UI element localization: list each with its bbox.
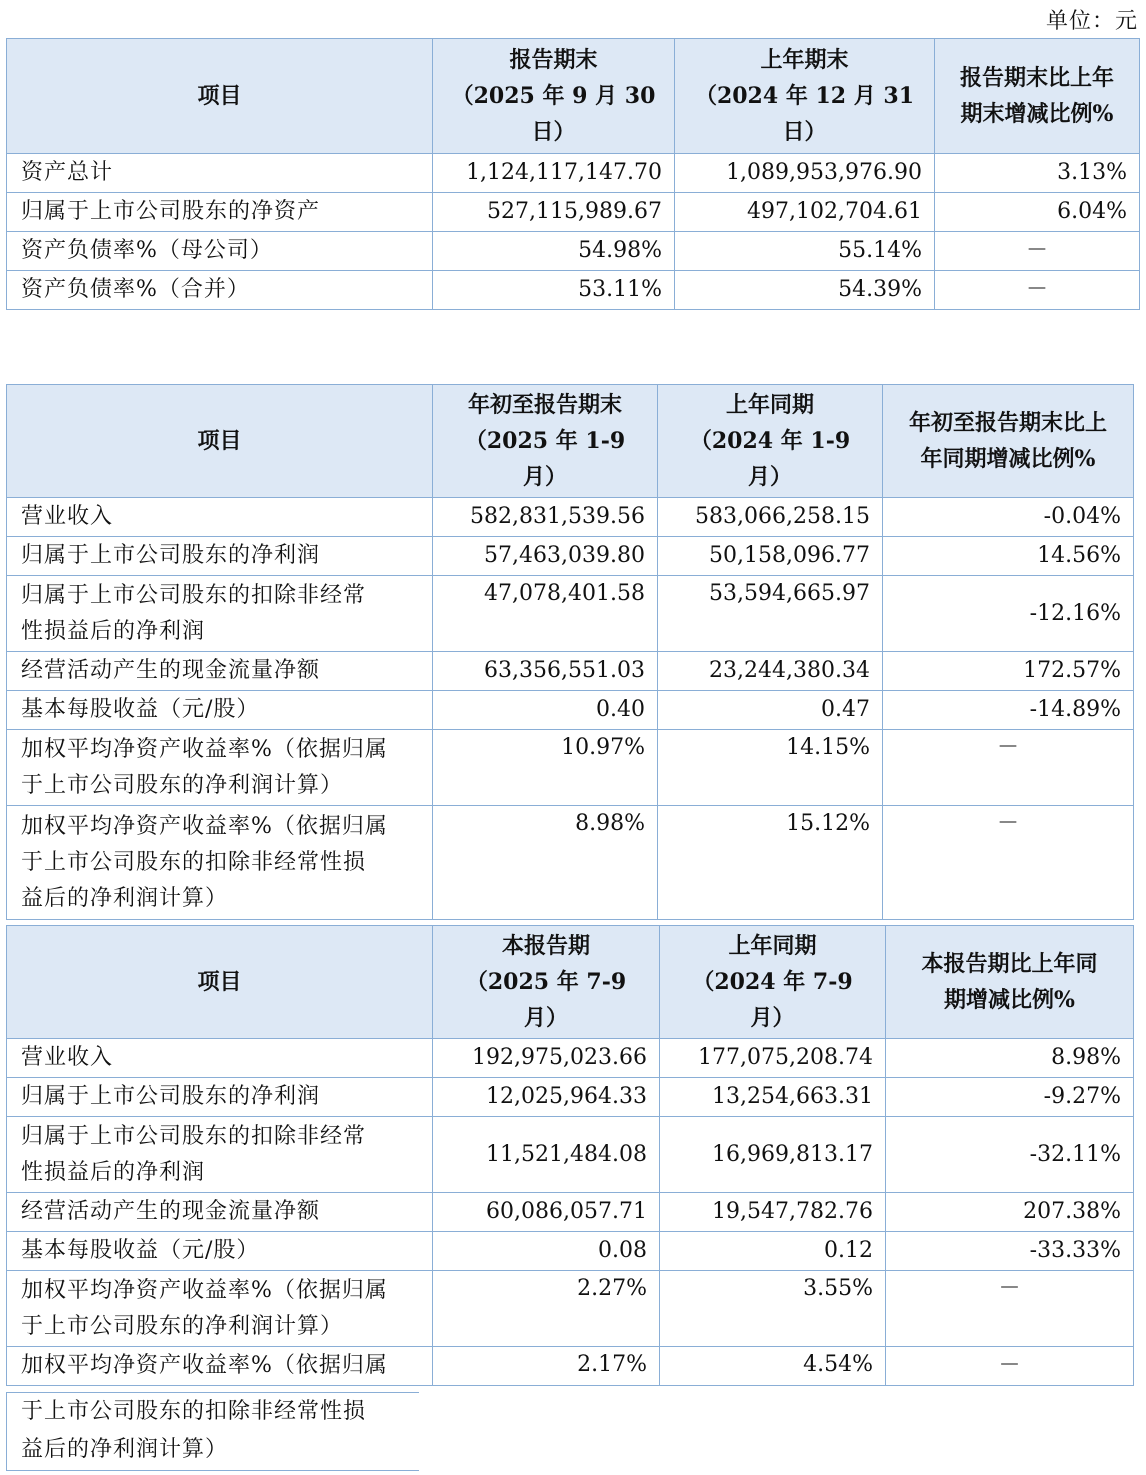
current-value: 0.08 <box>433 1232 660 1271</box>
change-ratio: 172.57% <box>883 652 1134 691</box>
continued-row-label: 于上市公司股东的扣除非经常性损 益后的净利润计算） <box>6 1392 419 1471</box>
change-ratio: -9.27% <box>886 1078 1134 1117</box>
table-row <box>7 537 1134 576</box>
header-item: 项目 <box>7 39 433 154</box>
table-row <box>7 1039 1134 1078</box>
current-value: 8.98% <box>433 806 658 920</box>
header-change-ratio: 本报告期比上年同 期增减比例% <box>886 926 1134 1039</box>
row-label: 经营活动产生的现金流量净额 <box>7 1193 433 1232</box>
prior-value: 54.39% <box>675 271 935 310</box>
header-ytd-prior: 上年同期 （2024 年 1-9 月） <box>658 385 883 498</box>
change-ratio: -33.33% <box>886 1232 1134 1271</box>
balance-sheet-table <box>6 38 1140 310</box>
row-label: 加权平均净资产收益率%（依据归属 于上市公司股东的净利润计算） <box>7 730 433 806</box>
current-value: 582,831,539.56 <box>433 498 658 537</box>
current-value: 192,975,023.66 <box>433 1039 660 1078</box>
row-label: 归属于上市公司股东的净利润 <box>7 1078 433 1117</box>
change-ratio: -32.11% <box>886 1117 1134 1193</box>
change-ratio: － <box>886 1347 1134 1386</box>
row-label: 基本每股收益（元/股） <box>7 691 433 730</box>
header-ytd-current: 年初至报告期末 （2025 年 1-9 月） <box>433 385 658 498</box>
change-ratio: 3.13% <box>935 154 1140 193</box>
change-ratio: -0.04% <box>883 498 1134 537</box>
table-row <box>7 730 1134 806</box>
prior-value: 14.15% <box>658 730 883 806</box>
header-quarter-current: 本报告期 （2025 年 7-9 月） <box>433 926 660 1039</box>
change-ratio: － <box>935 271 1140 310</box>
row-label: 营业收入 <box>7 1039 433 1078</box>
row-label: 资产负债率%（合并） <box>7 271 433 310</box>
prior-value: 0.47 <box>658 691 883 730</box>
header-change-ratio: 报告期末比上年 期末增减比例% <box>935 39 1140 154</box>
header-period-end: 报告期末 （2025 年 9 月 30 日） <box>433 39 675 154</box>
table-row <box>7 154 1140 193</box>
header-quarter-prior: 上年同期 （2024 年 7-9 月） <box>660 926 886 1039</box>
table-row <box>7 1232 1134 1271</box>
row-label: 资产总计 <box>7 154 433 193</box>
table-row <box>7 498 1134 537</box>
row-label: 经营活动产生的现金流量净额 <box>7 652 433 691</box>
current-value: 63,356,551.03 <box>433 652 658 691</box>
quarter-income-table <box>6 925 1134 1386</box>
current-value: 2.27% <box>433 1271 660 1347</box>
current-value: 47,078,401.58 <box>433 576 658 652</box>
current-value: 60,086,057.71 <box>433 1193 660 1232</box>
current-value: 527,115,989.67 <box>433 193 675 232</box>
row-label: 基本每股收益（元/股） <box>7 1232 433 1271</box>
header-item: 项目 <box>7 926 433 1039</box>
table-header-row <box>7 926 1134 1039</box>
change-ratio: -12.16% <box>883 576 1134 652</box>
prior-value: 3.55% <box>660 1271 886 1347</box>
row-label: 加权平均净资产收益率%（依据归属 于上市公司股东的扣除非经常性损 益后的净利润计算） <box>7 806 433 920</box>
row-label: 营业收入 <box>7 498 433 537</box>
prior-value: 1,089,953,976.90 <box>675 154 935 193</box>
change-ratio: 14.56% <box>883 537 1134 576</box>
prior-value: 13,254,663.31 <box>660 1078 886 1117</box>
change-ratio: 6.04% <box>935 193 1140 232</box>
prior-value: 4.54% <box>660 1347 886 1386</box>
change-ratio: － <box>883 730 1134 806</box>
table-header-row <box>7 385 1134 498</box>
change-ratio: 8.98% <box>886 1039 1134 1078</box>
prior-value: 53,594,665.97 <box>658 576 883 652</box>
header-item: 项目 <box>7 385 433 498</box>
table-row <box>7 806 1134 920</box>
row-label: 归属于上市公司股东的扣除非经常 性损益后的净利润 <box>7 576 433 652</box>
table-row <box>7 691 1134 730</box>
prior-value: 19,547,782.76 <box>660 1193 886 1232</box>
row-label: 加权平均净资产收益率%（依据归属 于上市公司股东的净利润计算） <box>7 1271 433 1347</box>
change-ratio: － <box>886 1271 1134 1347</box>
prior-value: 0.12 <box>660 1232 886 1271</box>
table-row <box>7 576 1134 652</box>
change-ratio: － <box>935 232 1140 271</box>
prior-value: 583,066,258.15 <box>658 498 883 537</box>
table-row <box>7 652 1134 691</box>
table-row <box>7 1078 1134 1117</box>
prior-value: 23,244,380.34 <box>658 652 883 691</box>
current-value: 1,124,117,147.70 <box>433 154 675 193</box>
current-value: 2.17% <box>433 1347 660 1386</box>
header-prior-year-end: 上年期末 （2024 年 12 月 31 日） <box>675 39 935 154</box>
change-ratio: -14.89% <box>883 691 1134 730</box>
current-value: 54.98% <box>433 232 675 271</box>
prior-value: 16,969,813.17 <box>660 1117 886 1193</box>
table-row <box>7 1271 1134 1347</box>
prior-value: 497,102,704.61 <box>675 193 935 232</box>
change-ratio: － <box>883 806 1134 920</box>
row-label: 资产负债率%（母公司） <box>7 232 433 271</box>
header-change-ratio: 年初至报告期末比上 年同期增减比例% <box>883 385 1134 498</box>
row-label: 加权平均净资产收益率%（依据归属 <box>7 1347 433 1386</box>
table-row <box>7 193 1140 232</box>
change-ratio: 207.38% <box>886 1193 1134 1232</box>
current-value: 10.97% <box>433 730 658 806</box>
ytd-income-table <box>6 384 1134 920</box>
current-value: 12,025,964.33 <box>433 1078 660 1117</box>
prior-value: 55.14% <box>675 232 935 271</box>
prior-value: 177,075,208.74 <box>660 1039 886 1078</box>
table-row <box>7 232 1140 271</box>
prior-value: 50,158,096.77 <box>658 537 883 576</box>
table-row <box>7 1347 1134 1386</box>
table-row <box>7 271 1140 310</box>
row-label: 归属于上市公司股东的扣除非经常 性损益后的净利润 <box>7 1117 433 1193</box>
table-header-row <box>7 39 1140 154</box>
current-value: 0.40 <box>433 691 658 730</box>
unit-label: 单位：元 <box>1045 9 1138 34</box>
current-value: 53.11% <box>433 271 675 310</box>
table-row <box>7 1193 1134 1232</box>
prior-value: 15.12% <box>658 806 883 920</box>
current-value: 11,521,484.08 <box>433 1117 660 1193</box>
row-label: 归属于上市公司股东的净资产 <box>7 193 433 232</box>
row-label: 归属于上市公司股东的净利润 <box>7 537 433 576</box>
current-value: 57,463,039.80 <box>433 537 658 576</box>
table-row <box>7 1117 1134 1193</box>
